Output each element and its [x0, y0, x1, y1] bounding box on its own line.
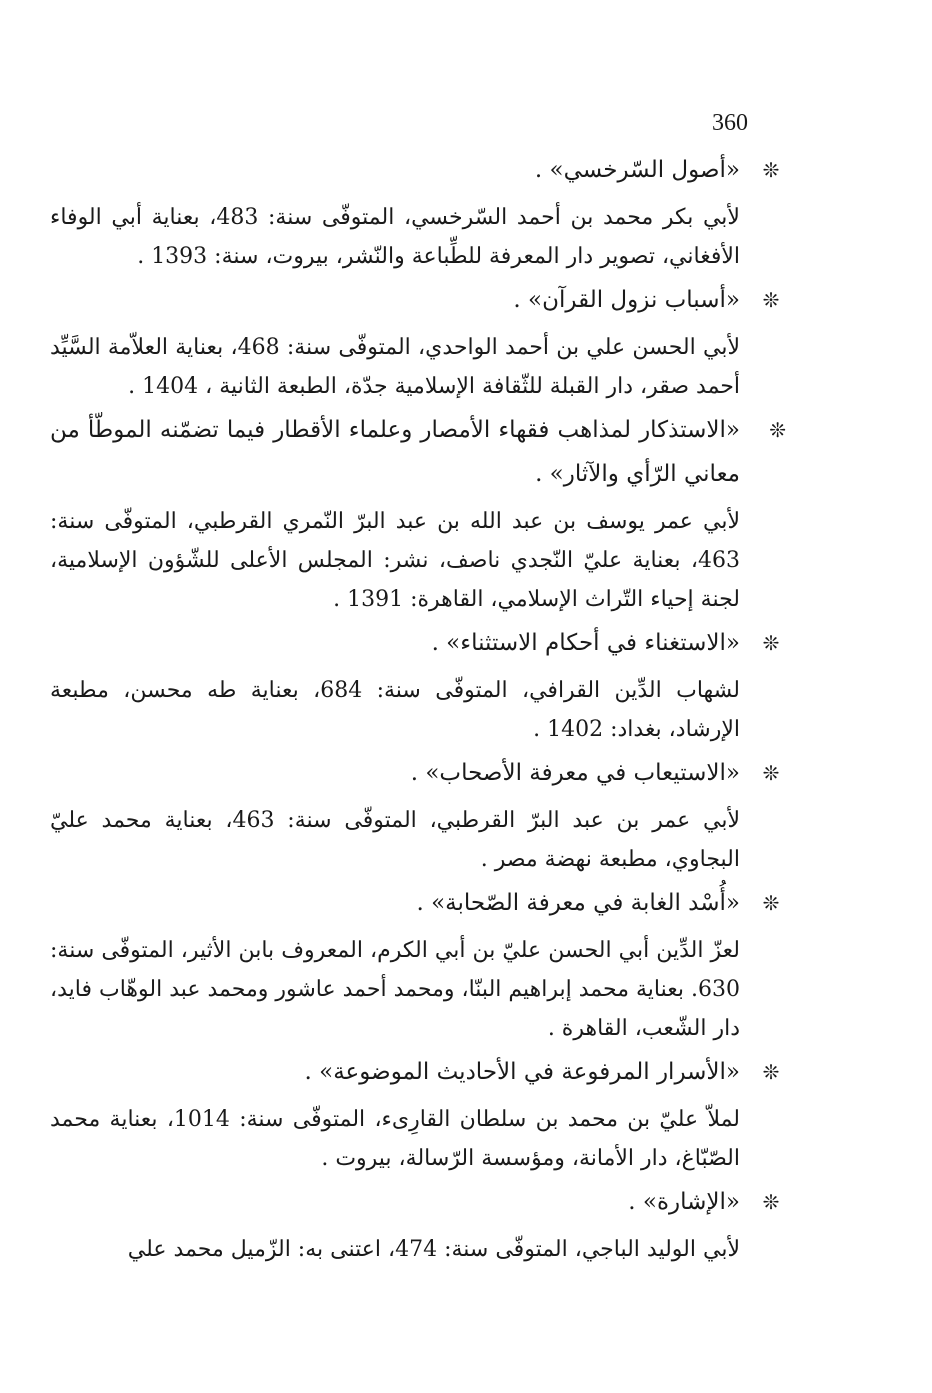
entry-title-text: «الاستغناء في أحكام الاستثناء» .	[431, 630, 740, 656]
entry-title	[50, 621, 786, 665]
entry-title-text: «أُسْد الغابة في معرفة الصّحابة» .	[416, 890, 740, 916]
page-number: 360	[712, 110, 748, 136]
bullet-star-icon: ❊	[762, 761, 780, 785]
entry-title	[50, 408, 786, 496]
entry-title-text: «الإشارة» .	[628, 1189, 740, 1215]
entry-title-text: «الاستذكار لمذاهب فقهاء الأمصار وعلماء الأقطار فيما تضمّنه الموطّأ من معاني الرّأي والآثار» .	[50, 417, 740, 487]
bibliography-entry	[50, 148, 786, 276]
entry-description: لعزّ الدِّين أبي الحسن عليّ بن أبي الكرم، المعروف بابن الأثير، المتوفّى سنة: 630. بعناية محمد إبراهيم البنّا، ومحمد أحمد عاشور ومحمد عبد الوهّاب فايد، دار الشّعب، القاهرة .	[50, 938, 740, 1041]
entry-title-text: «أسباب نزول القرآن» .	[513, 287, 740, 313]
entry-description: لأبي عمر بن عبد البرّ القرطبي، المتوفّى سنة: 463، بعناية محمد عليّ البجاوي، مطبعة نهضة مصر .	[50, 808, 740, 872]
entry-description: لشهاب الدِّين القرافي، المتوفّى سنة: 684، بعناية طه محسن، مطبعة الإرشاد، بغداد: 1402 .	[50, 678, 740, 742]
entry-description: لأبي الحسن علي بن أحمد الواحدي، المتوفّى سنة: 468، بعناية العلاّمة السَّيِّد أحمد صقر، دار القبلة للثّقافة الإسلامية جدّة، الطبعة الثانية ، 1404 .	[50, 335, 741, 399]
bullet-star-icon: ❊	[762, 158, 780, 182]
entry-title	[50, 881, 786, 925]
entry-description: لأبي بكر محمد بن أحمد السّرخسي، المتوفّى سنة: 483، بعناية أبي الوفاء الأفغاني، تصوير دار المعرفة للطِّباعة والنّشر، بيروت، سنة: 1393 .	[50, 205, 740, 269]
entry-title	[50, 751, 786, 795]
entry-title	[50, 148, 786, 192]
bibliography-entry	[50, 1180, 786, 1269]
bibliography-list	[50, 148, 786, 1271]
entry-title	[50, 1050, 786, 1094]
bibliography-entry	[50, 621, 786, 749]
bullet-star-icon: ❊	[762, 1060, 780, 1084]
entry-title-text: «أصول السّرخسي» .	[534, 157, 740, 183]
bullet-star-icon: ❊	[762, 1190, 780, 1214]
bibliography-entry	[50, 881, 786, 1048]
entry-title	[50, 278, 786, 322]
entry-title-text: «الأسرار المرفوعة في الأحاديث الموضوعة» .	[304, 1059, 740, 1085]
bibliography-entry	[50, 1050, 786, 1178]
entry-description: لأبي الوليد الباجي، المتوفّى سنة: 474، اعتنى به: الزّميل محمد علي	[127, 1237, 740, 1262]
bullet-star-icon: ❊	[762, 288, 780, 312]
entry-description: لأبي عمر يوسف بن عبد الله بن عبد البرّ النّمري القرطبي، المتوفّى سنة: 463، بعناية عليّ النّجدي ناصف، نشر: المجلس الأعلى للشّؤون الإسلامية، لجنة إحياء التّراث الإسلامي، القاهرة: 1391 .	[50, 509, 740, 612]
entry-title-text: «الاستيعاب في معرفة الأصحاب» .	[410, 760, 740, 786]
bullet-star-icon: ❊	[769, 418, 786, 442]
entry-description: لملاّ عليّ بن محمد بن سلطان القارِىء، المتوفّى سنة: 1014، بعناية محمد الصّبّاغ، دار الأمانة، ومؤسسة الرّسالة، بيروت .	[50, 1107, 740, 1171]
bibliography-entry	[50, 408, 786, 619]
bullet-star-icon: ❊	[762, 891, 780, 915]
bullet-star-icon: ❊	[762, 631, 780, 655]
entry-title	[50, 1180, 786, 1224]
bibliography-entry	[50, 751, 786, 879]
bibliography-entry	[50, 278, 786, 406]
